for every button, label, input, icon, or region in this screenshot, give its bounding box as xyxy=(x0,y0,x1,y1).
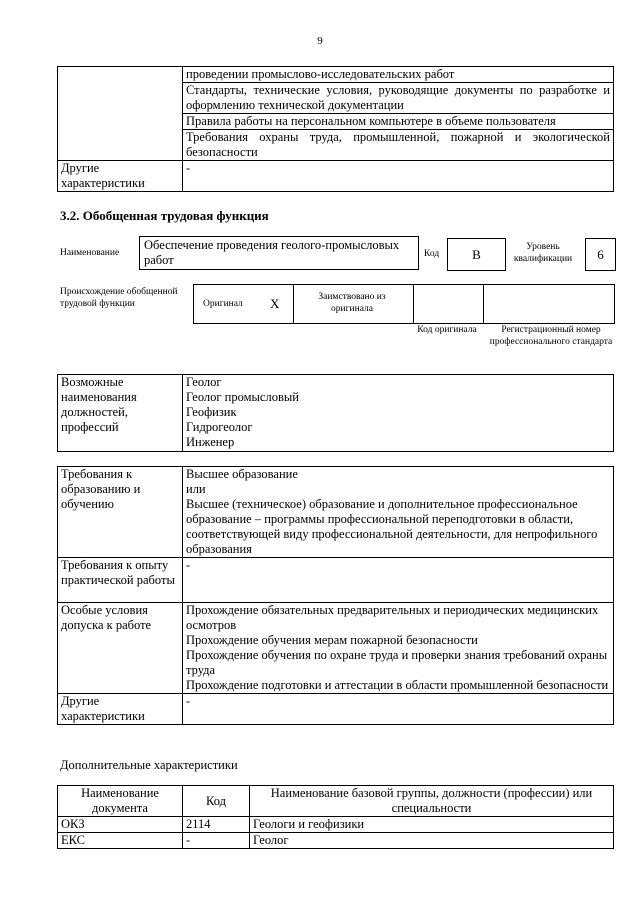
table-cell: Стандарты, технические условия, руководящие документы по разработке и оформлению технической документации xyxy=(183,83,614,114)
name-label: Наименование xyxy=(60,248,120,258)
table-cell: - xyxy=(183,161,614,192)
code-label: Код xyxy=(424,249,440,259)
table-row xyxy=(58,817,614,833)
table-cell xyxy=(183,467,614,558)
table-cell: Геологи и геофизики xyxy=(250,817,614,833)
level-value: 6 xyxy=(585,238,616,271)
list-item: Высшее (техническое) образование и дополнительное профессиональное образование – программы профессиональной переподготовки в области, соответствующей виду профессиональной деятельности, для непрофильного образования xyxy=(186,497,598,556)
header-cell: Наименование базовой группы, должности (профессии) или специальности xyxy=(250,786,614,817)
table-label: Другие характеристики xyxy=(58,694,183,725)
original-mark: X xyxy=(270,296,280,311)
table-cell: ОКЗ xyxy=(58,817,183,833)
table-cell: Требования охраны труда, промышленной, пожарной и экологической безопасности xyxy=(183,130,614,161)
table-cell: - xyxy=(183,694,614,725)
table-label: Требования к образованию и обучению xyxy=(58,467,183,558)
table-cell: проведении промыслово-исследовательских работ xyxy=(183,67,614,83)
list-item: Гидрогеолог xyxy=(186,420,253,434)
header-cell: Наименование документа xyxy=(58,786,183,817)
table-cell xyxy=(183,603,614,694)
table-label: Особые условия допуска к работе xyxy=(58,603,183,694)
table-cell-empty xyxy=(58,67,183,161)
table-cell: ЕКС xyxy=(58,833,183,849)
table-cell: Правила работы на персональном компьютере в объеме пользователя xyxy=(183,114,614,130)
function-name-value: Обеспечение проведения геолого-промысловых работ xyxy=(139,236,419,270)
list-item: Геофизик xyxy=(186,405,237,419)
borrowed-label: Заимствовано из оригинала xyxy=(318,292,386,314)
table-cell: 2114 xyxy=(183,817,250,833)
divider xyxy=(293,285,294,323)
table-row xyxy=(58,833,614,849)
reg-number-label: Регистрационный номер профессионального стандарта xyxy=(489,325,613,347)
page-number: 9 xyxy=(317,35,323,47)
divider xyxy=(413,285,414,323)
list-item: Прохождение подготовки и аттестации в области промышленной безопасности xyxy=(186,678,609,692)
section-heading: 3.2. Обобщенная трудовая функция xyxy=(60,208,269,223)
level-label: Уровень квалификации xyxy=(513,242,573,264)
original-label: Оригинал xyxy=(203,299,243,309)
list-item: Геолог промысловый xyxy=(186,390,299,404)
list-item: Прохождение обучения мерам пожарной безопасности xyxy=(186,633,478,647)
table-cell: Геолог xyxy=(250,833,614,849)
list-item: Прохождение обязательных предварительных и периодических медицинских осмотров xyxy=(186,603,599,632)
additional-table xyxy=(57,785,614,849)
origin-label: Происхождение обобщенной трудовой функции xyxy=(60,287,178,309)
origin-box xyxy=(193,284,615,324)
table-label: Возможные наименования должностей, профессий xyxy=(58,375,183,452)
code-original-label: Код оригинала xyxy=(417,325,477,335)
list-item: Прохождение обучения по охране труда и проверки знания требований охраны труда xyxy=(186,648,608,677)
list-item: Инженер xyxy=(186,435,235,449)
header-cell: Код xyxy=(183,786,250,817)
list-item: или xyxy=(186,482,206,496)
table-label: Другие характеристики xyxy=(58,161,183,192)
requirements-table xyxy=(57,466,614,725)
top-characteristics-table xyxy=(57,66,614,192)
list-item: Высшее образование xyxy=(186,467,298,481)
list-item: Геолог xyxy=(186,375,222,389)
positions-list xyxy=(183,375,614,452)
table-label: Требования к опыту практической работы xyxy=(58,558,183,603)
code-value: B xyxy=(447,238,506,271)
additional-title: Дополнительные характеристики xyxy=(60,758,238,772)
table-cell: - xyxy=(183,558,614,603)
positions-table xyxy=(57,374,614,452)
divider xyxy=(483,285,484,323)
table-cell: - xyxy=(183,833,250,849)
